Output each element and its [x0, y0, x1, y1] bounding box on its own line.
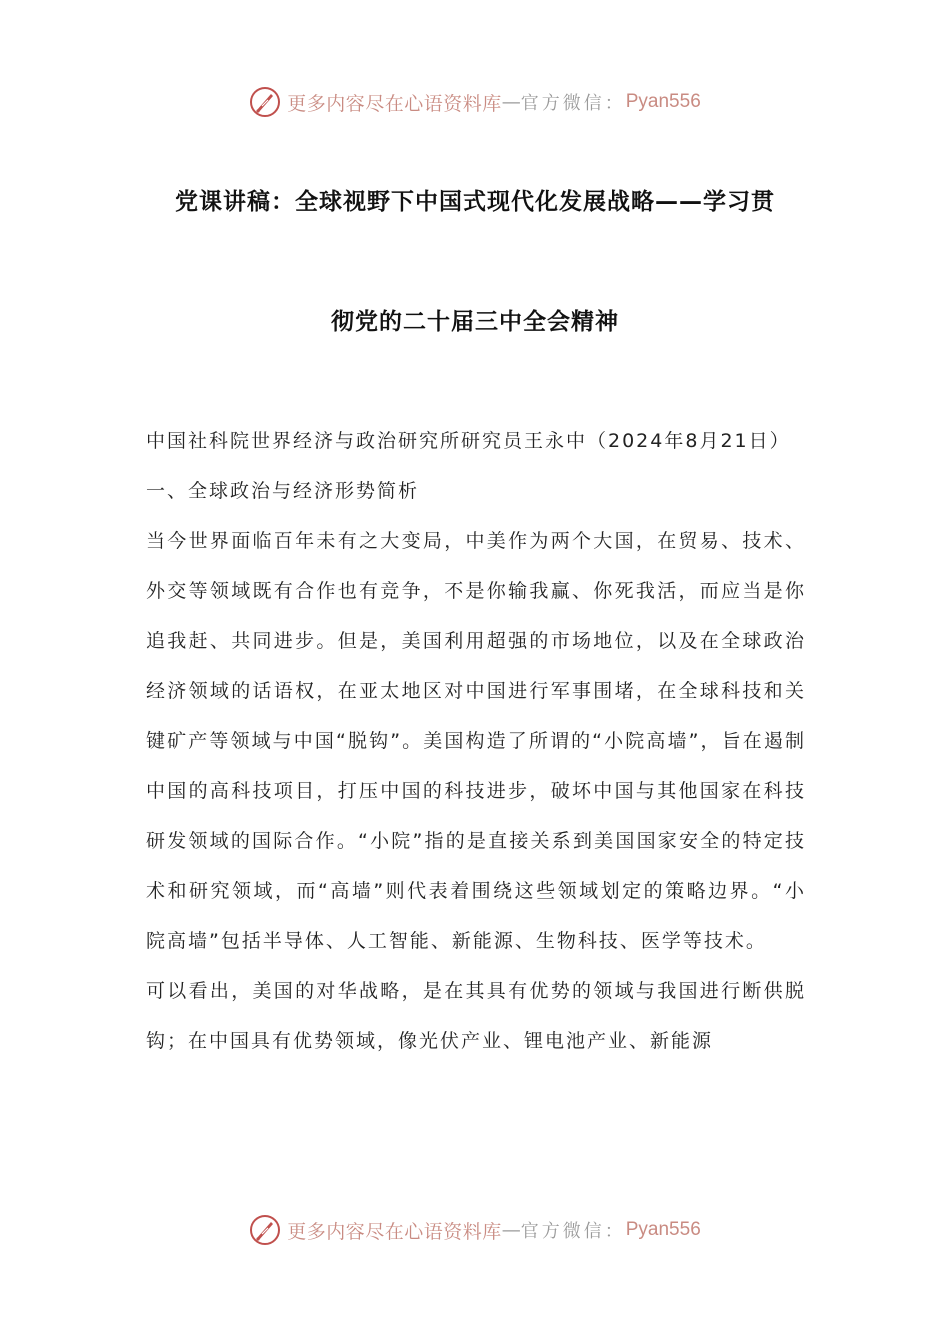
watermark-separator: — [501, 1219, 521, 1241]
feather-pen-logo-icon [249, 86, 281, 118]
document-body [146, 416, 806, 1066]
header-watermark [0, 82, 950, 122]
watermark-label: 官方微信： [520, 93, 626, 114]
watermark-brand-text: 更多内容尽在心语资料库 [287, 1220, 502, 1243]
body-paragraph: 当今世界面临百年未有之大变局，中美作为两个大国，在贸易、技术、外交等领域既有合作也有竞争，不是你输我赢、你死我活，而应当是你追我赶、共同进步。但是，美国利用超强的市场地位，以及在全球政治经济领域的话语权，在亚太地区对中国进行军事围堵，在全球科技和关键矿产等领域与中国“脱钩”。美国构造了所谓的“小院高墙”，旨在遏制中国的高科技项目，打压中国的科技进步，破坏中国与其他国家在科技研发领域的国际合作。“小院”指的是直接关系到美国国家安全的特定技术和研究领域，而“高墙”则代表着围绕这些领域划定的策略边界。“小院高墙”包括半导体、人工智能、新能源、生物科技、医学等技术。 [146, 530, 806, 952]
body-paragraph: 可以看出，美国的对华战略，是在其具有优势的领域与我国进行断供脱钩；在中国具有优势领域，像光伏产业、锂电池产业、新能源 [146, 980, 806, 1052]
watermark-separator: — [501, 91, 521, 113]
watermark-brand-text: 更多内容尽在心语资料库 [287, 92, 502, 115]
footer-watermark [0, 1210, 950, 1250]
section-heading: 一、全球政治与经济形势简析 [146, 480, 420, 502]
watermark-wechat-id: Pyan556 [625, 91, 701, 112]
feather-pen-logo-icon [249, 1214, 281, 1246]
watermark-label: 官方微信： [520, 1221, 626, 1242]
author-line: 中国社科院世界经济与政治研究所研究员王永中（2024年8月21日） [146, 430, 791, 452]
document-title-line-2: 彻党的二十届三中全会精神 [331, 309, 619, 335]
watermark-wechat-id: Pyan556 [625, 1219, 701, 1240]
document-title-line-1: 党课讲稿：全球视野下中国式现代化发展战略——学习贯 [175, 189, 775, 215]
